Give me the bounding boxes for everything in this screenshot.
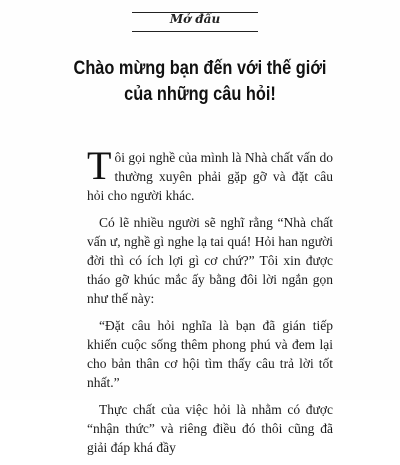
section-label: Mở đầu	[169, 12, 221, 26]
paragraph-3: “Đặt câu hỏi nghĩa là bạn đã gián tiếp khiến cuộc sống thêm phong phú và đem lại cho bản thân cơ hội tìm thấy câu trả lời tốt nhất.”	[87, 318, 333, 390]
chapter-title-line-2: của những câu hỏi!	[124, 84, 276, 105]
header-rule-bottom	[132, 31, 258, 32]
paragraph-1	[87, 143, 334, 205]
paragraph-1-text: ôi gọi nghề của mình là Nhà chất vấn do thường xuyên phải gặp gỡ và đặt câu hỏi cho người khác.	[87, 150, 334, 203]
drop-cap: T	[87, 143, 112, 188]
chapter-title-line-1: Chào mừng bạn đến với thế giới	[73, 58, 327, 79]
chapter-title	[62, 56, 337, 108]
paragraph-2: Có lẽ nhiều người sẽ nghĩ rằng “Nhà chất vấn ư, nghề gì nghe lạ tai quá! Hỏi han người đời thì có ích lợi gì cơ chứ?” Tôi xin được tháo gỡ khúc mắc ấy bằng đôi lời ngắn gọn như thế này:	[87, 215, 333, 306]
body-text	[87, 143, 334, 465]
paragraph-4: Thực chất của việc hỏi là nhằm có được “nhận thức” và riêng điều đó thôi cũng đã giải đáp khá đầy	[87, 402, 333, 455]
